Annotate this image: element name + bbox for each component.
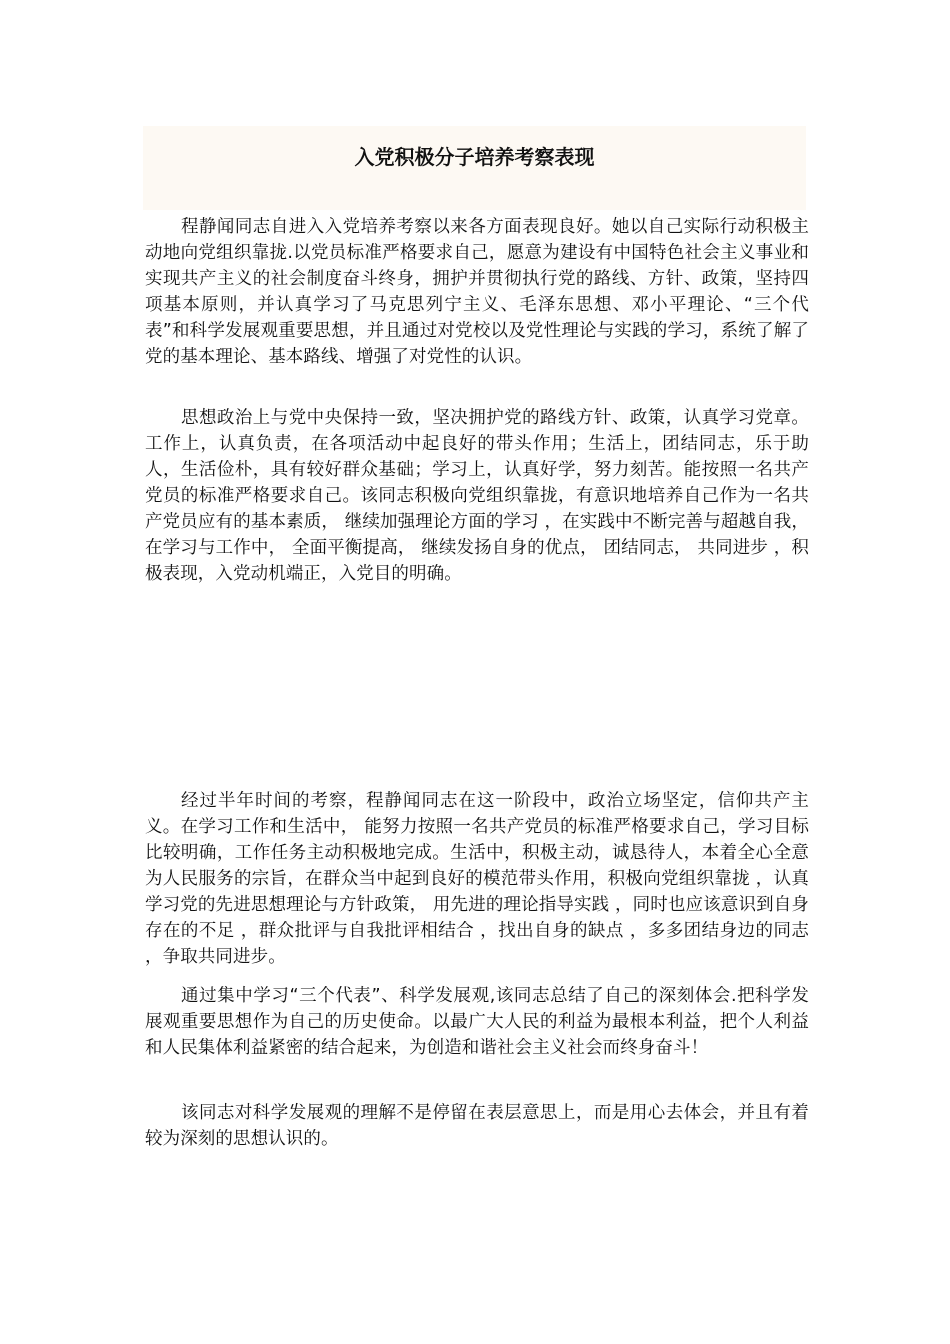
paragraph-5: 该同志对科学发展观的理解不是停留在表层意思上，而是用心去体会，并且有着较为深刻的思想认识的。 xyxy=(145,1103,809,1149)
paragraph-4: 通过集中学习“三个代表”、科学发展观,该同志总结了自己的深刻体会.把科学发展观重要思想作为自己的历史使命。以最广大人民的利益为最根本利益，把个人利益和人民集体利益紧密的结合起来，为创造和谐社会主义社会而终身奋斗！ xyxy=(145,986,809,1058)
paragraph-1: 程静闻同志自进入入党培养考察以来各方面表现良好。她以自己实际行动积极主动地向党组织靠拢.以党员标准严格要求自己，愿意为建设有中国特色社会主义事业和实现共产主义的社会制度奋斗终身，拥护并贯彻执行党的路线、方针、政策，坚持四项基本原则，并认真学习了马克思列宁主义、毛泽东思想、邓小平理论、“三个代表”和科学发展观重要思想，并且通过对党校以及党性理论与实践的学习，系统了解了党的基本理论、基本路线、增强了对党性的认识。 xyxy=(145,217,809,367)
paragraph-3: 经过半年时间的考察，程静闻同志在这一阶段中，政治立场坚定，信仰共产主义。在学习工作和生活中， 能努力按照一名共产党员的标准严格要求自己，学习目标比较明确，工作任务主动积极地完成。生活中，积极主动，诚恳待人，本着全心全意为人民服务的宗旨，在群众当中起到良好的模范带头作用，积极向党组织靠拢 ，认真学习党的先进思想理论与方针政策， 用先进的理论指导实践 ，同时也应该意识到自身存在的不足 ，群众批评与自我批评相结合 ，找出自身的缺点 ，多多团结身边的同志 ，争取共同进步。 xyxy=(145,791,809,967)
paragraph-2: 思想政治上与党中央保持一致，坚决拥护党的路线方针、政策，认真学习党章。工作上，认真负责，在各项活动中起良好的带头作用；生活上，团结同志，乐于助人，生活俭朴，具有较好群众基础；学习上，认真好学，努力刻苦。能按照一名共产党员的标准严格要求自己。该同志积极向党组织靠拢，有意识地培养自己作为一名共产党员应有的基本素质， 继续加强理论方面的学习 ，在实践中不断完善与超越自我， 在学习与工作中， 全面平衡提高， 继续发扬自身的优点， 团结同志， 共同进步 ，积极表现，入党动机端正，入党目的明确。 xyxy=(145,408,809,584)
document-title: 入党积极分子培养考察表现 xyxy=(354,145,595,169)
